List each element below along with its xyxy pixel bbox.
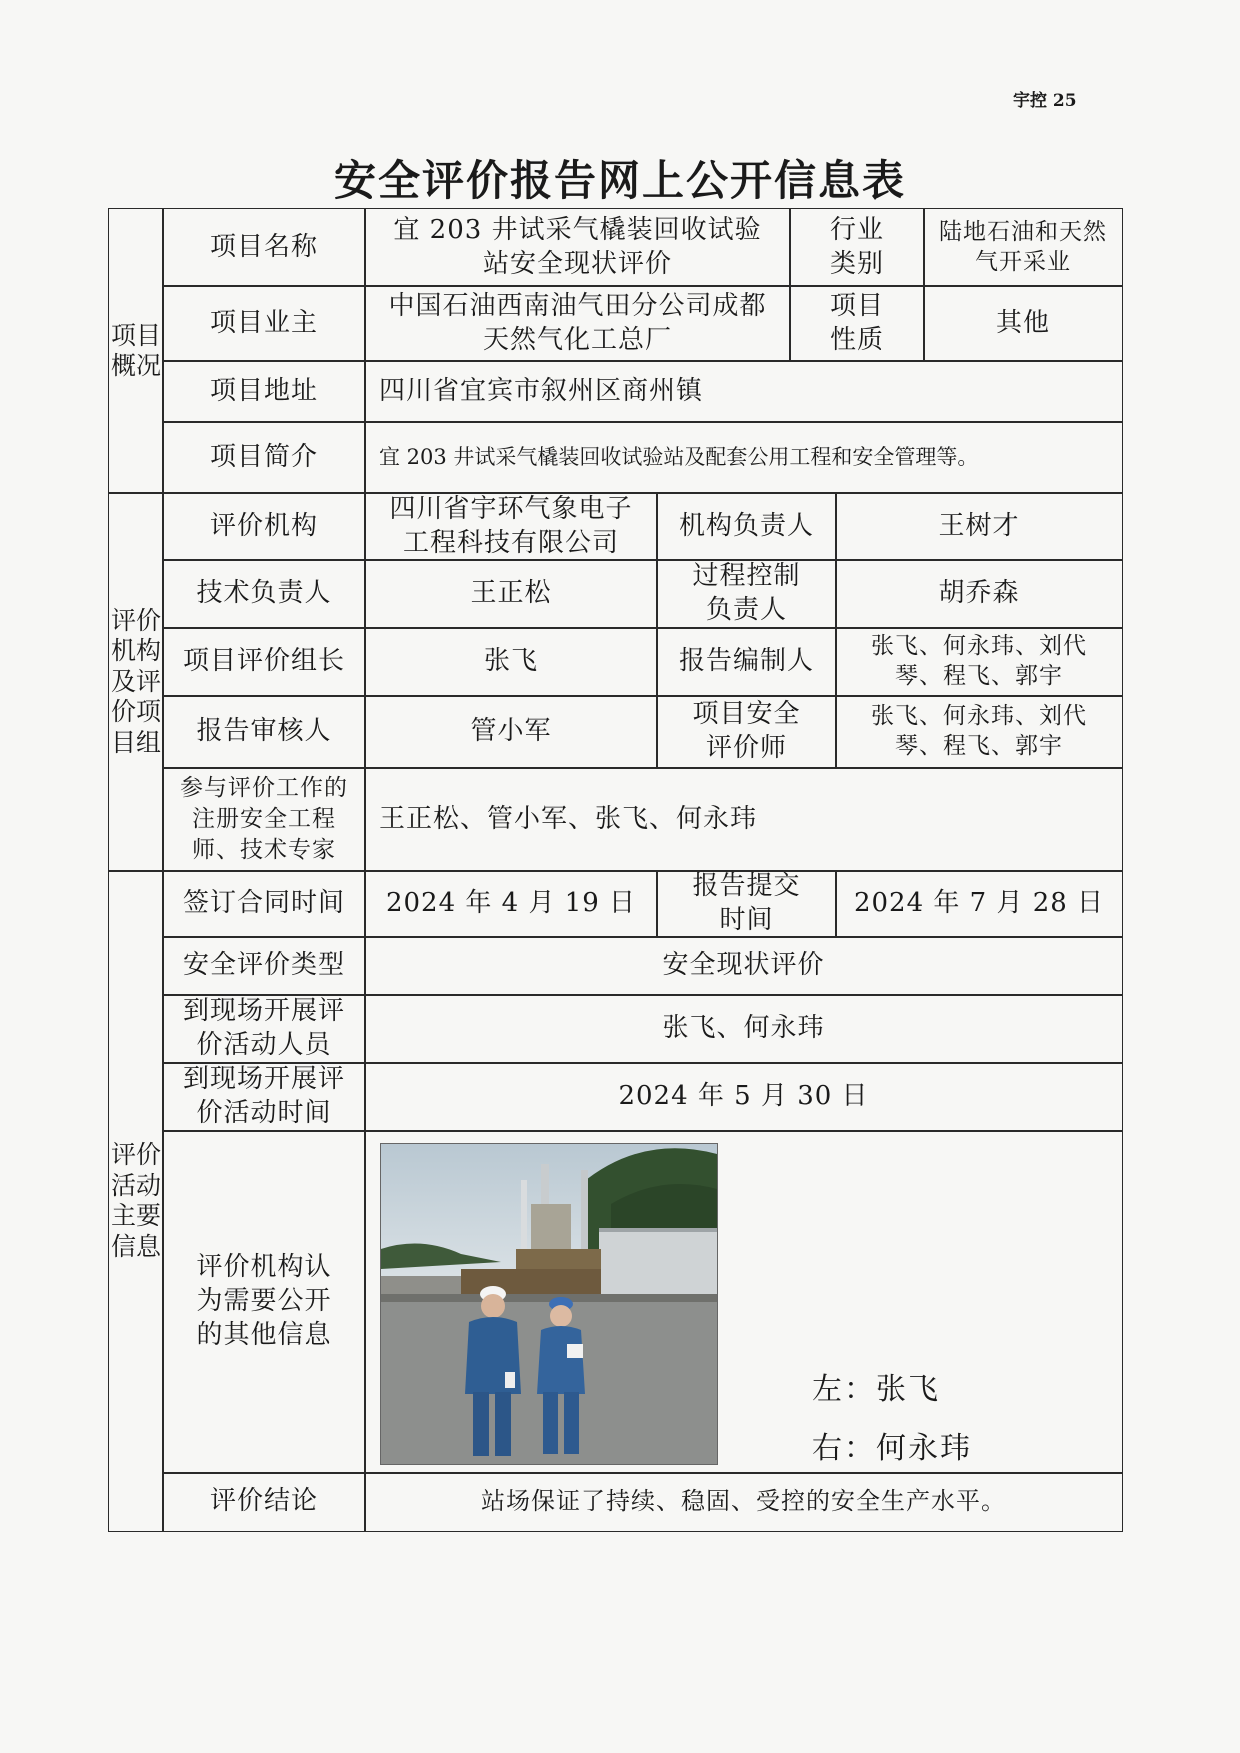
project-brief-value: 宜 203 井试采气橇装回收试验站及配套公用工程和安全管理等。 [364, 421, 1123, 494]
report-reviewer-value: 管小军 [364, 695, 658, 769]
project-address-value: 四川省宜宾市叙州区商州镇 [364, 360, 1123, 423]
project-name-label: 项目名称 [162, 208, 366, 287]
tech-lead-label: 技术负责人 [162, 559, 366, 629]
section-agency: 评价机构及评价项目组 [108, 492, 164, 872]
contract-time-label: 签订合同时间 [162, 870, 366, 938]
document-code: 宇控 25 [1013, 91, 1077, 111]
contract-time-value: 2024 年 4 月 19 日 [364, 870, 658, 938]
site-photo-illustration [381, 1144, 717, 1464]
evaluation-type-value: 安全现状评价 [364, 936, 1123, 996]
project-name-value: 宜 203 井试采气橇装回收试验站安全现状评价 [364, 208, 791, 287]
nature-label: 项目性质 [789, 285, 925, 362]
caption-right: 右：何永玮 [812, 1431, 972, 1466]
agency-head-label: 机构负责人 [656, 492, 837, 561]
team-leader-value: 张飞 [364, 627, 658, 697]
page-title: 安全评价报告网上公开信息表 [333, 156, 906, 205]
project-brief-label: 项目简介 [162, 421, 366, 494]
team-leader-label: 项目评价组长 [162, 627, 366, 697]
submit-time-value: 2024 年 7 月 28 日 [835, 870, 1123, 938]
project-owner-label: 项目业主 [162, 285, 366, 362]
safety-assessor-label: 项目安全评价师 [656, 695, 837, 769]
safety-assessor-value: 张飞、何永玮、刘代琴、程飞、郭宇 [835, 695, 1123, 769]
section-overview: 项目概况 [108, 208, 164, 494]
onsite-staff-label: 到现场开展评价活动人员 [162, 994, 366, 1064]
agency-value: 四川省宇环气象电子工程科技有限公司 [364, 492, 658, 561]
onsite-staff-value: 张飞、何永玮 [364, 994, 1123, 1064]
process-lead-value: 胡乔森 [835, 559, 1123, 629]
other-info-label: 评价机构认为需要公开的其他信息 [162, 1130, 366, 1474]
nature-value: 其他 [923, 285, 1123, 362]
submit-time-label: 报告提交时间 [656, 870, 837, 938]
site-photo [380, 1143, 718, 1465]
engineers-value: 王正松、管小军、张飞、何永玮 [364, 767, 1123, 872]
report-reviewer-label: 报告审核人 [162, 695, 366, 769]
agency-label: 评价机构 [162, 492, 366, 561]
conclusion-value: 站场保证了持续、稳固、受控的安全生产水平。 [364, 1472, 1123, 1532]
industry-value: 陆地石油和天然气开采业 [923, 208, 1123, 287]
process-lead-label: 过程控制负责人 [656, 559, 837, 629]
tech-lead-value: 王正松 [364, 559, 658, 629]
caption-left: 左：张飞 [812, 1372, 940, 1407]
conclusion-label: 评价结论 [162, 1472, 366, 1532]
section-activity: 评价活动主要信息 [108, 870, 164, 1532]
onsite-time-value: 2024 年 5 月 30 日 [364, 1062, 1123, 1132]
project-address-label: 项目地址 [162, 360, 366, 423]
onsite-time-label: 到现场开展评价活动时间 [162, 1062, 366, 1132]
report-author-value: 张飞、何永玮、刘代琴、程飞、郭宇 [835, 627, 1123, 697]
evaluation-type-label: 安全评价类型 [162, 936, 366, 996]
project-owner-value: 中国石油西南油气田分公司成都天然气化工总厂 [364, 285, 791, 362]
agency-head-value: 王树才 [835, 492, 1123, 561]
engineers-label: 参与评价工作的注册安全工程师、技术专家 [162, 767, 366, 872]
report-author-label: 报告编制人 [656, 627, 837, 697]
industry-label: 行业类别 [789, 208, 925, 287]
